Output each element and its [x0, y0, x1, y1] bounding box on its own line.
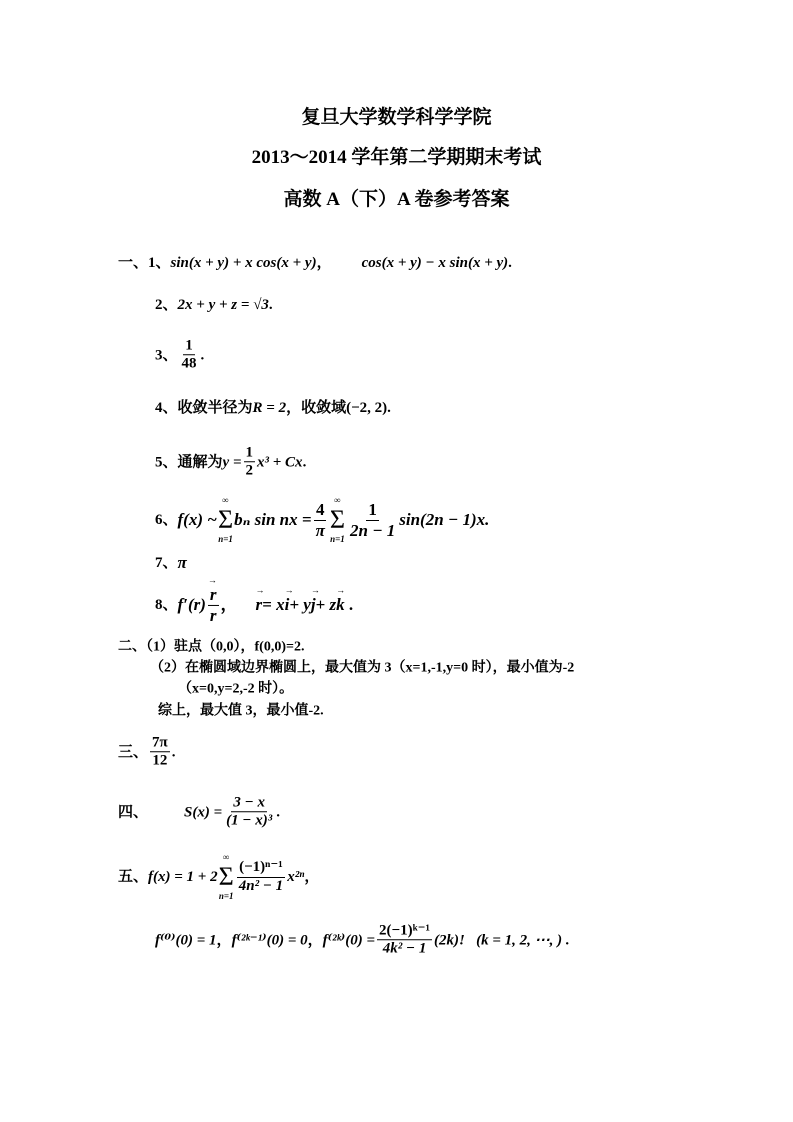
formula: sin(x + y) + x cos(x + y) — [170, 255, 317, 271]
fraction — [237, 859, 285, 895]
answer-1-2 — [155, 295, 273, 315]
period: . — [302, 454, 307, 470]
denominator: 12 — [152, 752, 168, 769]
separator: ， — [304, 869, 320, 885]
denominator: 2 — [245, 462, 253, 479]
formula: x²ⁿ — [287, 869, 305, 885]
vector-k: → k — [336, 595, 345, 615]
formula: f⁽²ᵏ⁾(0) = — [322, 932, 376, 948]
section-label: 四、 — [118, 804, 149, 820]
separator: ， — [220, 595, 238, 614]
answer-1-4 — [155, 398, 391, 418]
period: . — [268, 297, 273, 313]
vector-j: → j — [311, 595, 316, 615]
fraction — [150, 734, 170, 770]
exam-title: 高数 A（下）A 卷参考答案 — [283, 189, 510, 210]
summation — [330, 495, 345, 545]
formula: 2x + y + z = √3 — [177, 297, 269, 313]
lower-limit: n=1 — [218, 534, 233, 544]
fraction — [244, 444, 256, 480]
item-number: 5、 — [155, 454, 178, 470]
formula: π — [177, 553, 187, 572]
period: . — [200, 347, 205, 363]
numerator: 1 — [368, 499, 377, 519]
item-number: 3、 — [155, 347, 178, 363]
denominator: π — [315, 520, 325, 540]
period: . — [387, 400, 391, 416]
answer-5-2 — [155, 922, 570, 958]
answer-4 — [118, 794, 280, 830]
formula: S(x) = — [184, 804, 223, 820]
answer-2-1: 二、（1）驻点（0,0），f(0,0)=2. — [118, 639, 305, 655]
term-title: 2013～2014 学年第二学期期末考试 — [251, 147, 542, 168]
summation — [218, 495, 233, 545]
answer-1-5 — [155, 444, 306, 480]
answer-3 — [118, 734, 175, 770]
formula: f⁽²ᵏ⁻¹⁾(0) = 0 — [231, 932, 308, 948]
answer-5-1 — [118, 852, 319, 902]
numerator: 4 — [315, 499, 325, 519]
denominator: 4n² − 1 — [238, 877, 284, 894]
fraction — [348, 500, 397, 540]
summation — [219, 852, 234, 902]
answer-1-6 — [155, 495, 489, 545]
formula: y = — [222, 454, 242, 470]
period: . — [276, 804, 280, 820]
formula: (2k)! (k = 1, 2, ⋯, ) . — [434, 932, 570, 948]
fraction — [180, 337, 199, 373]
separator: ， — [307, 932, 323, 948]
formula: + z — [315, 595, 337, 614]
item-number: 4、 — [155, 400, 178, 416]
fraction — [224, 794, 274, 830]
upper-limit: ∞ — [222, 852, 230, 862]
numerator: 3 − x — [231, 794, 267, 812]
answer-1-3 — [155, 337, 204, 373]
fraction — [377, 922, 432, 958]
answer-2-2: （2）在椭圆域边界椭圆上，最大值为 3（x=1,-1,y=0 时），最小值为-2 — [150, 660, 575, 676]
denominator: 48 — [181, 355, 197, 372]
item-number: 1、 — [148, 255, 171, 271]
section-label: 三、 — [118, 744, 149, 760]
answer-1-8 — [155, 585, 353, 625]
vector-r: → r — [256, 595, 263, 615]
fraction — [314, 500, 327, 540]
section-label: 一、 — [118, 255, 149, 271]
formula: bₙ sin nx = — [234, 510, 312, 529]
numerator: 1 — [244, 444, 256, 462]
formula: f′(r) — [177, 595, 206, 614]
period: . — [171, 744, 176, 760]
numerator: 7π — [150, 734, 170, 752]
formula: cos(x + y) − x sin(x + y) — [361, 255, 509, 271]
vector-i: → i — [285, 595, 290, 615]
formula: x³ + Cx — [257, 454, 303, 470]
section-label: 五、 — [118, 869, 149, 885]
formula: = x — [262, 595, 285, 614]
numerator: 2(−1)ᵏ⁻¹ — [377, 922, 432, 940]
numerator: (−1)ⁿ⁻¹ — [237, 859, 285, 877]
upper-limit: ∞ — [334, 495, 341, 505]
formula: f(x) = 1 + 2 — [148, 869, 218, 885]
upper-limit: ∞ — [222, 495, 229, 505]
text: 通解为 — [177, 454, 223, 470]
answer-1-1 — [118, 253, 512, 273]
item-number: 8、 — [155, 597, 178, 613]
denominator: r — [209, 605, 217, 625]
fraction — [208, 585, 219, 625]
text: ，收敛域 — [286, 400, 347, 416]
formula: (−2, 2) — [346, 400, 388, 416]
item-number: 2、 — [155, 297, 178, 313]
period: . — [344, 595, 354, 614]
separator: ， — [216, 932, 232, 948]
numerator: 1 — [183, 337, 195, 355]
lower-limit: n=1 — [330, 534, 345, 544]
sigma: Σ — [217, 505, 234, 534]
period: . — [508, 255, 512, 271]
formula: f(x) ~ — [177, 510, 217, 529]
answer-1-7 — [155, 553, 187, 573]
text: 收敛半径为 — [177, 400, 253, 416]
numerator: → r — [208, 585, 219, 606]
sigma: Σ — [218, 862, 234, 891]
formula: f⁽⁰⁾(0) = 1 — [155, 932, 217, 948]
school-title: 复旦大学数学科学学院 — [301, 107, 492, 128]
denominator: 2n − 1 — [349, 520, 396, 540]
denominator: 4k² − 1 — [382, 940, 427, 957]
lower-limit: n=1 — [218, 891, 234, 901]
item-number: 7、 — [155, 555, 178, 571]
formula: sin(2n − 1)x. — [399, 510, 490, 529]
separator: ， — [316, 255, 332, 271]
denominator: (1 − x)³ — [226, 812, 273, 829]
sigma: Σ — [329, 505, 345, 534]
formula: + y — [289, 595, 311, 614]
formula: R = 2 — [252, 400, 287, 416]
answer-2-4: 综上，最大值 3，最小值-2. — [158, 703, 324, 719]
item-number: 6、 — [155, 512, 178, 528]
answer-2-3: （x=0,y=2,-2 时）。 — [178, 681, 294, 697]
